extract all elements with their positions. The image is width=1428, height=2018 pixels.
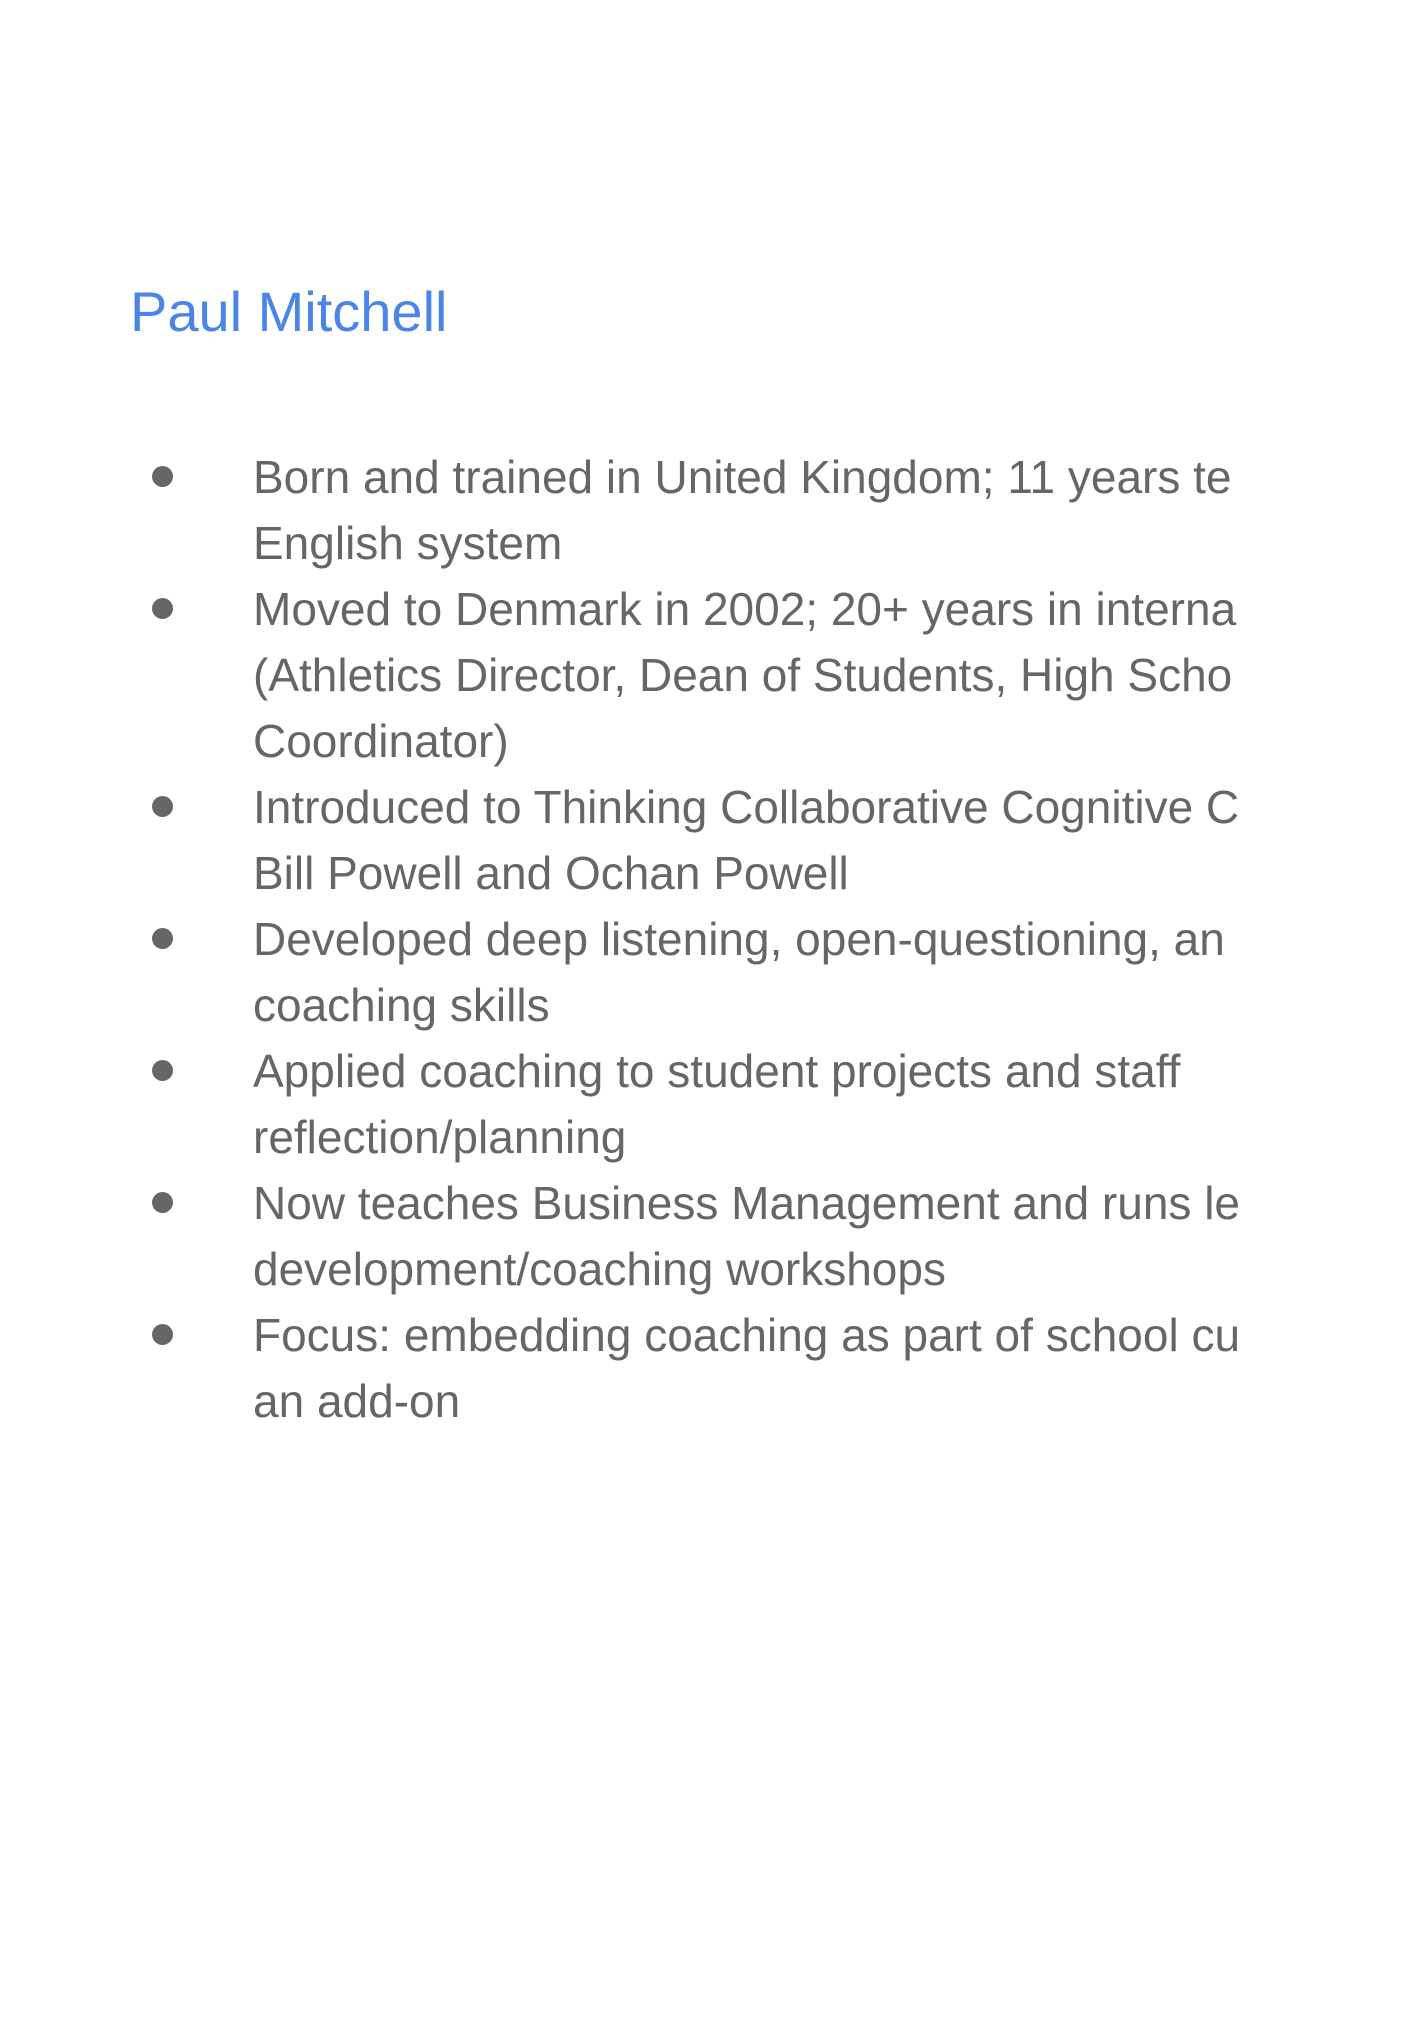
bullet-line: (Athletics Director, Dean of Students, High Scho	[253, 649, 1233, 701]
bullet-line: Developed deep listening, open-questioning, an	[253, 913, 1225, 965]
bullet-line: Born and trained in United Kingdom; 11 years te	[253, 451, 1232, 503]
bullet-icon	[152, 1060, 173, 1081]
bullet-icon	[152, 1192, 173, 1213]
bullet-line: English system	[253, 517, 563, 569]
bullet-text	[253, 774, 1428, 906]
list-item	[152, 444, 1428, 576]
bullet-line: Introduced to Thinking Collaborative Cognitive C	[253, 781, 1240, 833]
bullet-line: development/coaching workshops	[253, 1243, 946, 1295]
bullet-icon	[152, 1324, 173, 1345]
bullet-line: Applied coaching to student projects and staff	[253, 1045, 1181, 1097]
bullet-marker	[152, 774, 253, 817]
list-item	[152, 906, 1428, 1038]
bullet-icon	[152, 928, 173, 949]
bullet-marker	[152, 444, 253, 487]
bullet-line: an add-on	[253, 1375, 461, 1427]
bullet-text	[253, 906, 1428, 1038]
bullet-list	[152, 444, 1428, 1434]
page-title: Paul Mitchell	[130, 280, 448, 343]
bullet-text	[253, 1038, 1428, 1170]
bullet-icon	[152, 598, 173, 619]
bullet-text	[253, 576, 1428, 774]
bullet-icon	[152, 796, 173, 817]
list-item	[152, 1302, 1428, 1434]
bullet-text	[253, 1170, 1428, 1302]
bullet-line: coaching skills	[253, 979, 550, 1031]
list-item	[152, 1038, 1428, 1170]
bullet-line: Now teaches Business Management and runs le	[253, 1177, 1241, 1229]
bullet-line: Coordinator)	[253, 715, 509, 767]
bullet-marker	[152, 1170, 253, 1213]
bullet-line: Moved to Denmark in 2002; 20+ years in interna	[253, 583, 1237, 635]
bullet-line: Bill Powell and Ochan Powell	[253, 847, 849, 899]
bullet-marker	[152, 1302, 253, 1345]
list-item	[152, 1170, 1428, 1302]
bullet-line: reflection/planning	[253, 1111, 627, 1163]
bullet-text	[253, 1302, 1428, 1434]
list-item	[152, 576, 1428, 774]
bullet-text	[253, 444, 1428, 576]
bullet-marker	[152, 1038, 253, 1081]
bullet-marker	[152, 906, 253, 949]
bullet-marker	[152, 576, 253, 619]
bullet-line: Focus: embedding coaching as part of school cu	[253, 1309, 1241, 1361]
list-item	[152, 774, 1428, 906]
bullet-icon	[152, 466, 173, 487]
